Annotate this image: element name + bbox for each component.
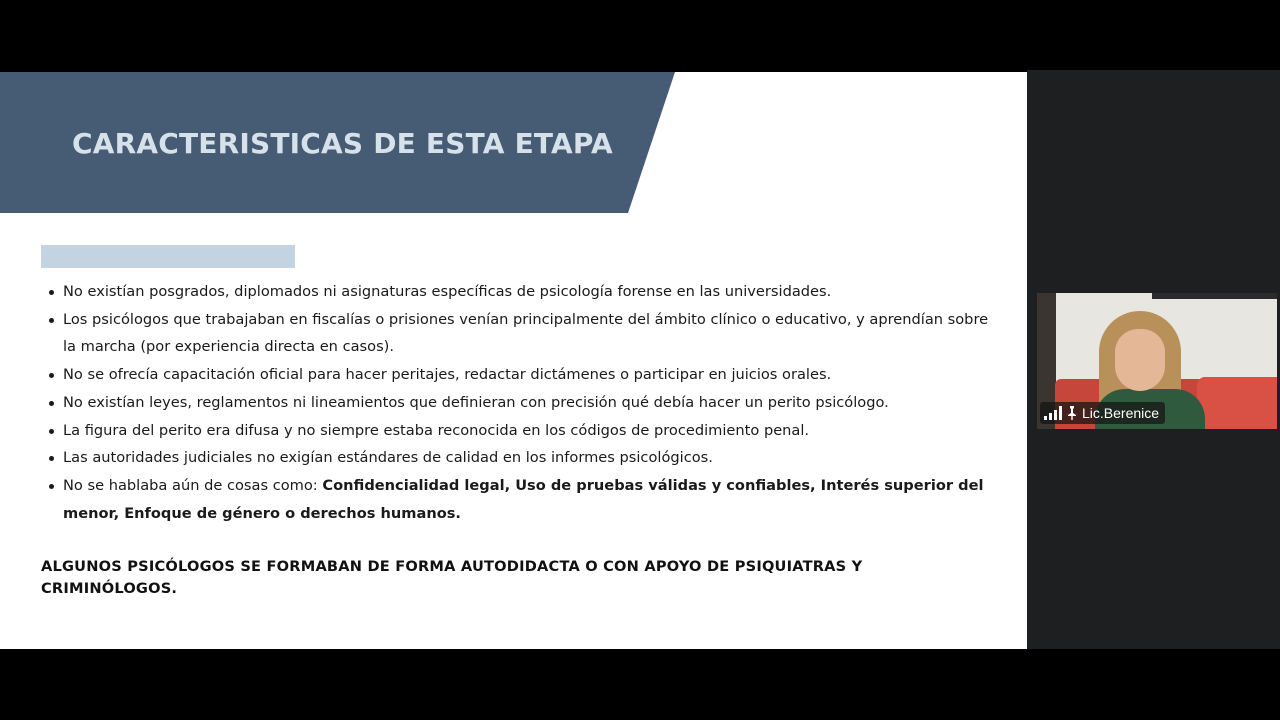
bullet-item: Las autoridades judiciales no exigían estándares de calidad en los informes psicológicos. (41, 444, 991, 472)
video-sofa-cushion (1197, 377, 1277, 429)
slide-title: CARACTERISTICAS DE ESTA ETAPA (72, 127, 613, 160)
participant-name: Lic.Berenice (1082, 405, 1160, 421)
pin-icon[interactable] (1066, 406, 1078, 420)
presentation-slide (0, 72, 1027, 649)
bullet-item: No existían posgrados, diplomados ni asignaturas específicas de psicología forense en las universidades. (41, 278, 991, 306)
participant-face (1115, 329, 1165, 391)
accent-bar (41, 245, 295, 268)
footer-note: ALGUNOS PSICÓLOGOS SE FORMABAN DE FORMA AUTODIDACTA O CON APOYO DE PSIQUIATRAS Y CRIMINÓLOGOS. (41, 558, 863, 597)
bullet-item: No existían leyes, reglamentos ni lineamientos que definieran con precisión qué debía hacer un perito psicólogo. (41, 389, 991, 417)
bullet-item: La figura del perito era difusa y no siempre estaba reconocida en los códigos de procedimiento penal. (41, 417, 991, 445)
bullet-item: Los psicólogos que trabajaban en fiscalías o prisiones venían principalmente del ámbito clínico o educativo, y aprendían sobre la marcha (por experiencia directa en casos). (41, 306, 991, 361)
bullet-item-prefix: No se hablaba aún de cosas como: (63, 476, 323, 494)
bullet-list (41, 278, 991, 527)
bullet-item (41, 472, 991, 527)
participant-name-tag (1040, 402, 1165, 424)
participant-video-tile[interactable] (1037, 293, 1277, 429)
bullet-item-bold: Confidencialidad legal, Uso de pruebas válidas y confiables, Interés superior del menor, Enfoque de género o derechos humanos. (63, 476, 984, 522)
bullet-item: No se ofrecía capacitación oficial para hacer peritajes, redactar dictámenes o participar en juicios orales. (41, 361, 991, 389)
signal-strength-icon (1044, 406, 1062, 420)
video-lamp (1152, 293, 1277, 299)
